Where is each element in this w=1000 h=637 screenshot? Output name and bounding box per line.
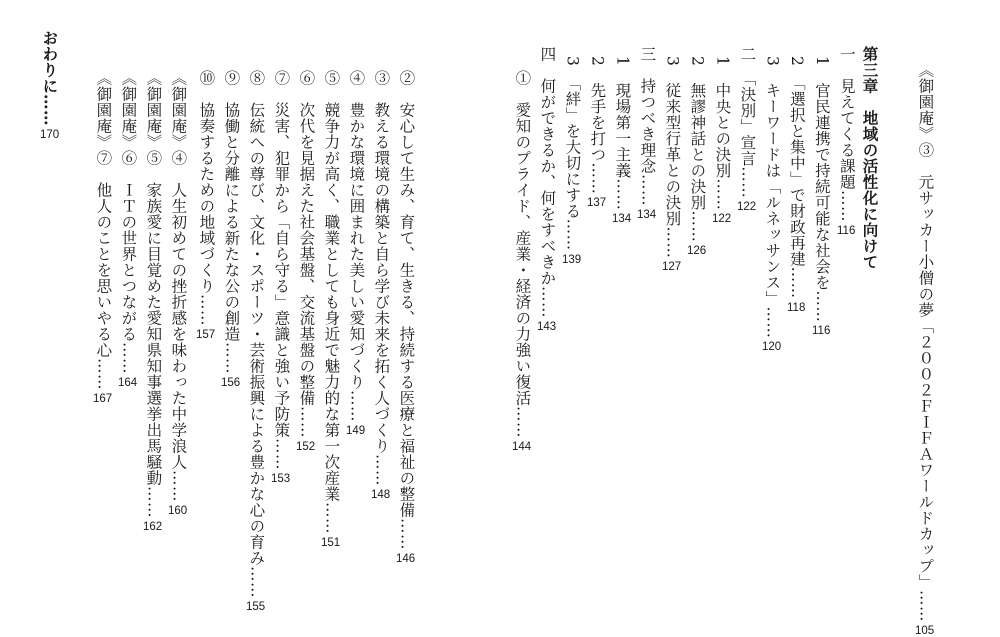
- toc-entry-text: 1 中央との決別……: [713, 56, 732, 211]
- toc-entry-text: 3 「絆」を大切にする……: [563, 56, 582, 251]
- toc-entry: [221, 70, 240, 389]
- toc-entry: [662, 56, 681, 273]
- toc-entry: [246, 70, 265, 613]
- toc-entry: [837, 46, 855, 237]
- toc-entry: [143, 70, 162, 533]
- toc-page-number: 116: [812, 325, 831, 338]
- toc-page-number: 155: [246, 601, 266, 613]
- toc-entry-text: ② 安心して生み、育て、生きる、持続する医療と福祉の整備……: [397, 70, 416, 550]
- toc-entry-text: ⑥ 次代を見据えた社会基盤、交流基盤の整備……: [297, 70, 316, 438]
- chapter-title: 第三章 地域の活性化に向けて: [860, 46, 880, 270]
- toc-page-number: 151: [321, 537, 341, 549]
- toc-entry: [196, 70, 215, 341]
- toc-page-number: 156: [221, 377, 241, 389]
- toc-entry: [93, 70, 112, 405]
- toc-page-number: 122: [737, 201, 757, 214]
- toc-entry: [762, 56, 781, 353]
- toc-entry: [371, 70, 390, 501]
- toc-page-number: 134: [637, 209, 657, 221]
- toc-entry: [737, 46, 756, 213]
- toc-entry: [168, 70, 187, 517]
- toc-page-number: 126: [687, 245, 707, 258]
- toc-entry-text: 《御園庵》⑤ 家族愛に目覚めた愛知県知事選挙出馬騒動……: [144, 70, 163, 518]
- toc-page-number: 134: [612, 213, 632, 226]
- toc-page-number: 120: [762, 341, 782, 354]
- toc-page-number: 143: [537, 321, 557, 333]
- toc-closing: [40, 30, 59, 141]
- toc-entry-text: 1 現場第一主義……: [613, 56, 632, 211]
- toc-entry: [346, 70, 365, 437]
- toc-entry-text: ⑨ 協働と分離による新たな公の創造……: [222, 70, 241, 374]
- toc-entry: [321, 70, 340, 549]
- toc-page-number: 149: [346, 425, 366, 437]
- toc-entry-text: 二 「決別」宣言……: [738, 46, 757, 199]
- toc-entry-text: 2 「選択と集中」で財政再建……: [787, 56, 806, 299]
- toc-page-number: 160: [168, 505, 188, 517]
- toc-page-number: 153: [271, 473, 291, 485]
- chapter-heading: [862, 46, 878, 270]
- toc-page-number: 118: [787, 301, 806, 314]
- toc-page-number: 170: [40, 129, 60, 141]
- toc-entry: [812, 56, 830, 337]
- toc-page-number: 148: [371, 489, 391, 501]
- toc-entry-text: 3 キーワードは「ルネッサンス」……: [763, 56, 782, 339]
- toc-entry-text: ③ 教える環境の構築と自ら学び未来を拓く人づくり……: [372, 70, 391, 486]
- toc-entry-text: ⑩ 協奏するための地域づくり……: [197, 70, 216, 326]
- toc-entry: [787, 56, 805, 314]
- toc-page-number: 144: [512, 441, 532, 453]
- toc-entry-text: 2 先手を打つ……: [588, 56, 607, 195]
- toc-entry: [296, 70, 315, 453]
- toc-page-number: 105: [915, 625, 935, 637]
- toc-page-number: 139: [562, 253, 582, 266]
- toc-entry-text: 2 無謬神話との決別……: [688, 56, 707, 243]
- toc-entry-text: ⑤ 競争力が高く、職業としても身近で魅力的な第一次産業……: [322, 70, 341, 534]
- toc-entry-text: 《御園庵》⑥ ＩＴの世界とつながる……: [119, 70, 138, 374]
- toc-entry-text: 《御園庵》⑦ 他人のことを思いやる心……: [94, 70, 113, 390]
- toc-entry: [512, 70, 531, 453]
- toc-intro-misonoan-3: [915, 62, 934, 637]
- toc-page-number: 162: [143, 521, 163, 533]
- toc-entry-text: 《御園庵》④ 人生初めての挫折感を味わった中学浪人……: [169, 70, 188, 502]
- toc-entry-text: 三 持つべき理念……: [638, 46, 657, 206]
- toc-entry: [562, 56, 581, 266]
- toc-entry: [587, 56, 606, 209]
- toc-entry-text: おわりに……: [40, 30, 60, 126]
- toc-entry-text: ① 愛知のプライド、産業・経済の力強い復活……: [513, 70, 532, 438]
- toc-entry: [396, 70, 415, 565]
- toc-entry: [118, 70, 137, 389]
- toc-entry-text: 《御園庵》③ 元サッカー小僧の夢「２００２ＦＩＦＡワールドカップ」……: [916, 62, 935, 622]
- toc-entry-text: ⑧ 伝統への尊び、文化・スポーツ・芸術振興による豊かな心の育み……: [247, 70, 266, 598]
- toc-entry-text: ④ 豊かな環境に囲まれた美しい愛知づくり……: [347, 70, 366, 422]
- toc-entry-text: 四 何ができるか、何をすべきか……: [538, 46, 557, 318]
- toc-entry-text: 1 官民連携で持続可能な社会を……: [812, 56, 831, 323]
- toc-page-number: 146: [396, 553, 416, 565]
- toc-entry: [687, 56, 706, 257]
- toc-entry-text: 3 従来型行革との決別……: [663, 56, 682, 259]
- toc-page-number: 157: [196, 329, 216, 341]
- toc-page-number: 116: [837, 225, 856, 237]
- toc-entry: [271, 70, 290, 485]
- toc-page-number: 127: [662, 261, 682, 274]
- toc-entry-text: 一 見えてくる課題……: [837, 46, 856, 222]
- toc-entry: [637, 46, 656, 221]
- toc-entry: [537, 46, 556, 333]
- toc-entry: [612, 56, 631, 225]
- toc-page-number: 152: [296, 441, 316, 453]
- toc-page-number: 167: [93, 393, 113, 405]
- toc-page-number: 137: [587, 197, 607, 210]
- toc-page-number: 164: [118, 377, 138, 389]
- toc-entry-text: ⑦ 災害、犯罪から「自ら守る」意識と強い予防策……: [272, 70, 291, 470]
- toc-page-number: 122: [712, 213, 732, 226]
- toc-entry: [712, 56, 731, 225]
